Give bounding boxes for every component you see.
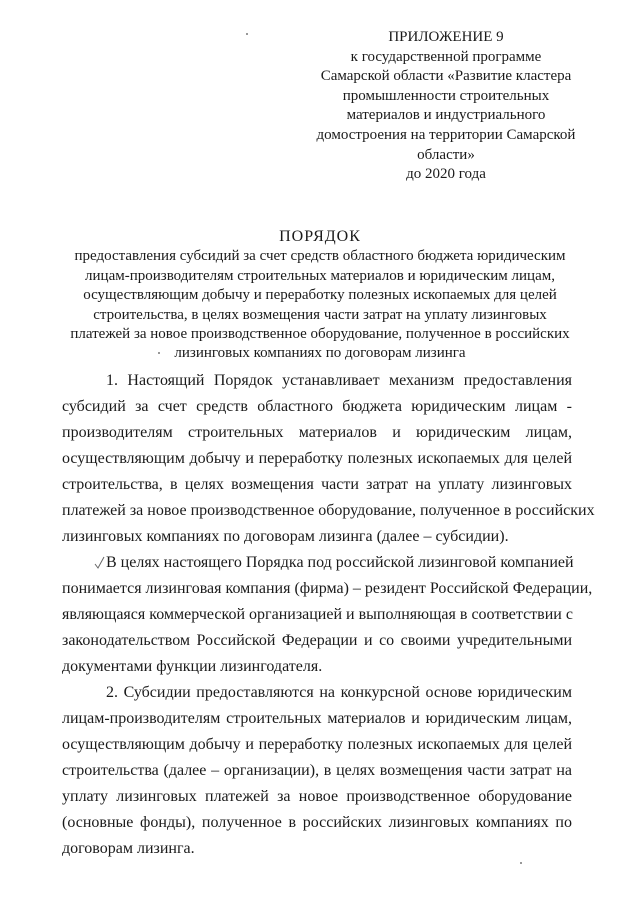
scan-speck [246,33,248,35]
paragraph-line: производителям строительных материалов и юридическим лицам, [62,424,572,441]
paragraph-line: (основные фонды), полученное в российских лизинговых компаниях по [62,814,572,831]
paragraph-line: субсидий за счет средств областного бюджета юридическим лицам - [62,398,572,415]
scan-speck [158,352,160,354]
appendix-line: материалов и индустриального [346,107,546,124]
paragraph-line: документами функции лизингодателя. [62,658,323,675]
appendix-heading: ПРИЛОЖЕНИЕ 9 [388,29,504,45]
document-title-block [50,227,590,364]
paragraph-line: платежей за новое производственное оборудование, полученное в российских [62,502,595,519]
paragraph-line: строительства (далее – организации), в целях возмещения части затрат на [62,762,572,779]
appendix-line: области» [417,146,475,163]
document-title: ПОРЯДОК [279,228,361,245]
paragraph-1 [62,368,595,550]
appendix-line: Самарской области «Развитие кластера [320,68,572,85]
appendix-line: до 2020 года [406,166,486,183]
appendix-line: к государственной программе [350,48,542,65]
paragraph-line: договорам лизинга. [62,840,195,857]
subtitle-line: платежей за новое производственное оборудование, полученное в российских [70,326,570,343]
paragraph-line: осуществляющим добычу и переработку полезных ископаемых для целей [62,736,572,753]
paragraph-line: осуществляющим добычу и переработку полезных ископаемых для целей [62,450,572,467]
paragraph-line: лизинговых компаниях по договорам лизинга (далее – субсидии). [62,528,509,545]
paragraph-line: понимается лизинговая компания (фирма) – резидент Российской Федерации, [62,580,593,597]
subtitle-line: предоставления субсидий за счет средств областного бюджета юридическим [74,248,566,265]
appendix-block [312,28,580,185]
scan-speck [520,862,522,864]
paragraph-line: лицам-производителям строительных материалов и юридическим лицам, [62,710,572,727]
document-body [62,368,595,862]
paragraph-line: законодательством Российской Федерации и со своими учредительными [62,632,572,649]
paragraph-line: уплату лизинговых платежей за новое производственное оборудование [62,788,572,805]
subtitle-line: лизинговых компаниях по договорам лизинга [174,345,466,362]
paragraph-3 [62,680,572,862]
paragraph-line: В целях настоящего Порядка под российской лизинговой компанией [106,554,574,571]
subtitle-line: строительства, в целях возмещения части затрат на уплату лизинговых [93,306,547,323]
subtitle-line: осуществляющим добычу и переработку полезных ископаемых для целей [83,287,557,304]
paragraph-line: являющаяся коммерческой организацией и выполняющая в соответствии с [62,606,573,623]
appendix-line: промышленности строительных [342,87,550,104]
appendix-line: домостроения на территории Самарской [316,126,576,143]
paragraph-2 [62,550,593,680]
subtitle-line: лицам-производителям строительных материалов и юридическим лицам, [85,267,555,284]
paragraph-line: 1. Настоящий Порядок устанавливает механизм предоставления [106,372,572,389]
paragraph-line: 2. Субсидии предоставляются на конкурсной основе юридическим [106,684,572,701]
paragraph-line: строительства, в целях возмещения части затрат на уплату лизинговых [62,476,572,493]
